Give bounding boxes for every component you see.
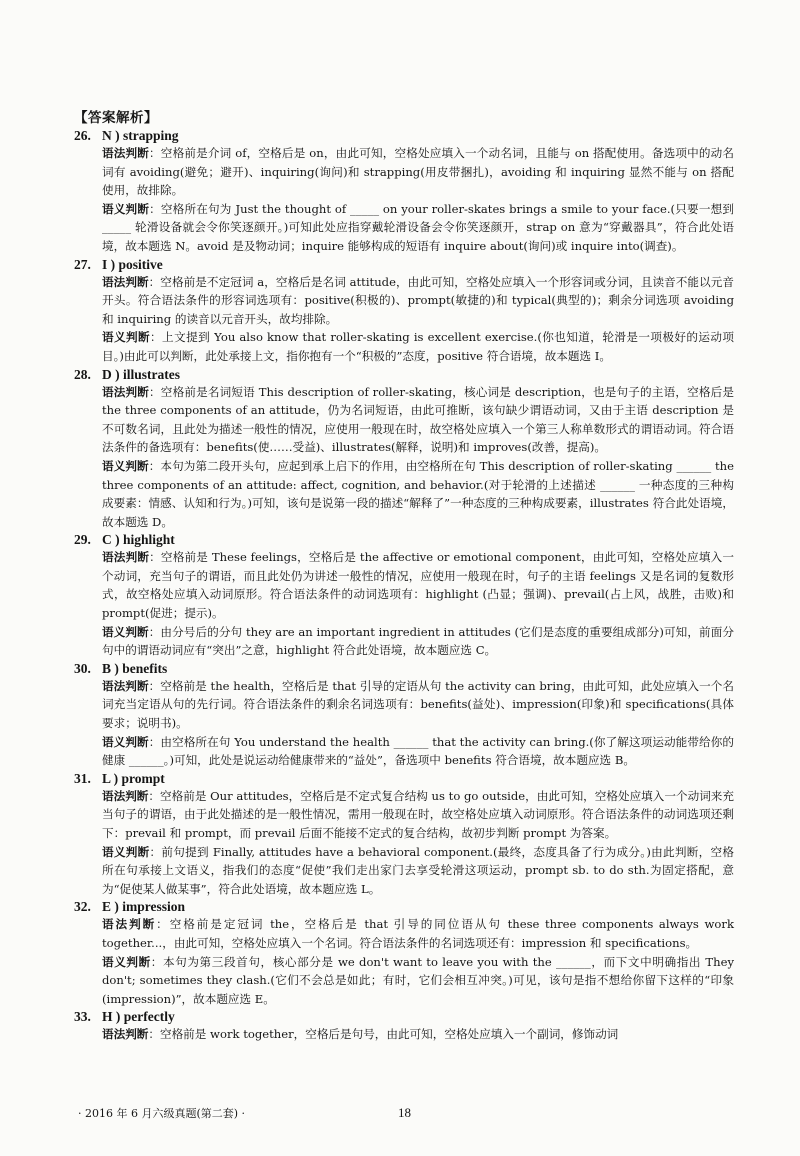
explanation-paragraph xyxy=(102,787,734,843)
answer-choice: D ) illustrates xyxy=(102,366,180,382)
question-number: 32. xyxy=(74,899,91,915)
judgment-text: ：由分号后的分句 they are an important ingredient in attitudes (它们是态度的重要组成部分)可知，前面分句中的谓语动词应有“突出”之意，highlight 符合此处语境，故本题应选 C。 xyxy=(102,624,734,658)
judgment-text: ：上文提到 You also know that roller-skating is excellent exercise.(你也知道，轮滑是一项极好的运动项目。)由此可以判断，此处承接上文，指你抱有一个“积极的”态度，positive 符合语境，故本题选 I。 xyxy=(102,330,734,363)
answer-choice: N ) strapping xyxy=(102,128,179,143)
answer-item xyxy=(74,771,734,899)
explanation-paragraph xyxy=(102,623,734,660)
answer-choice: I ) positive xyxy=(102,256,163,272)
judgment-text: ：空格前是 Our attitudes，空格后是不定式复合结构 us to go outside，由此可知，空格处应填入一个动词来充当句子的谓语，由于此处描述的是一般性情况，需用一般现在时，故空格处应填入动词原形。符合语法条件的动词选项还剩下：prevail 和 prompt，而 prevail 后面不能接不定式的复合结构，故初步判断 prompt 为答案。 xyxy=(102,788,734,840)
answer-choice: H ) perfectly xyxy=(102,1009,175,1025)
answer-choice: C ) highlight xyxy=(102,532,175,548)
answer-heading xyxy=(74,771,734,787)
explanation-paragraph xyxy=(102,953,734,1009)
question-number: 31. xyxy=(74,770,91,786)
judgment-label: 语法判断 xyxy=(102,1027,149,1042)
answer-explanation-page xyxy=(74,106,734,1044)
answer-item xyxy=(74,899,734,1008)
judgment-label: 语义判断 xyxy=(102,458,149,473)
answer-item xyxy=(74,257,734,366)
answer-item xyxy=(74,367,734,532)
judgment-label: 语法判断 xyxy=(102,678,149,693)
judgment-label: 语义判断 xyxy=(102,330,151,345)
explanation-paragraph xyxy=(102,548,734,622)
judgment-text: ：空格前是 the health，空格后是 that 引导的定语从句 the activity can bring，由此可知，此处应填入一个名词充当定语从句的先行词。符合语法条件的剩余名词选项有：benefits(益处)、impression(印象)和 specifications(具体要求；说明书)。 xyxy=(102,678,734,731)
page-number: 18 xyxy=(398,1105,411,1120)
section-title: 【答案解析】 xyxy=(74,110,158,126)
answer-heading xyxy=(74,1009,734,1025)
explanation-paragraph xyxy=(102,273,734,329)
judgment-label: 语义判断 xyxy=(102,624,149,639)
judgment-text: ：本句为第二段开头句，应起到承上启下的作用，由空格所在句 This description of roller-skating ______ the three components of an attitude: affect, cognition, and behavior.(对于轮滑的上述描述 ______ 一种态度的三种构成要素：情感、认知和行为。)可知，该句是说第一段的描述“解释了”一种态度的三种构成要素，illustrates 符合此处语境，故本题选 D。 xyxy=(102,458,734,529)
judgment-text: ：空格前是名词短语 This description of roller-skating，核心词是 description，也是句子的主语，空格后是 the three components of an attitude，仍为名词短语，由此可推断，该句缺少谓语动词，又由于主语 description 是不可数名词，且此处为描述一般性的情况，应使用一般现在时，故空格处应填入一个第三人称单数形式的谓语动词。符合语法条件的备选项有：benefits(使……受益)、illustrates(解释，说明)和 improves(改善，提高)。 xyxy=(102,384,734,455)
answer-items xyxy=(74,128,734,1044)
page-footer xyxy=(78,1105,718,1123)
explanation-paragraph xyxy=(102,733,734,770)
judgment-label: 语法判断 xyxy=(102,384,150,399)
answer-choice: B ) benefits xyxy=(102,660,168,676)
explanation-paragraph xyxy=(102,1025,734,1044)
judgment-text: ：本句为第三段首句，核心部分是 we don't want to leave you with the ______，而下文中明确指出 They don't; sometimes they clash.(它们不会总是如此；有时，它们会相互冲突。)可见，该句是指不想给你留下这样的“印象(impression)”，故本题应选 E。 xyxy=(102,954,734,1006)
question-number: 26. xyxy=(74,128,91,143)
judgment-text: ：空格前是定冠词 the，空格后是 that 引导的同位语从句 these three components always work together...，由此可知，空格处应填入一个名词。符合语法条件的名词选项还有：impression 和 specifications。 xyxy=(102,917,734,950)
explanation-paragraph xyxy=(102,200,734,256)
judgment-label: 语法判断 xyxy=(102,274,149,289)
answer-choice: L ) prompt xyxy=(102,770,165,786)
answer-heading xyxy=(74,661,734,677)
answer-item xyxy=(74,661,734,770)
judgment-label: 语法判断 xyxy=(102,917,157,932)
judgment-text: ：空格前是不定冠词 a，空格后是名词 attitude，由此可知，空格处应填入一个形容词或分词，且读音不能以元音开头。符合语法条件的形容词选项有：positive(积极的)、prompt(敏捷的)和 typical(典型的)；剩余分词选项 avoiding 和 inquiring 的读音以元音开头，故均排除。 xyxy=(102,274,734,326)
explanation-paragraph xyxy=(102,677,734,733)
judgment-label: 语义判断 xyxy=(102,734,149,749)
question-number: 28. xyxy=(74,366,91,382)
judgment-label: 语义判断 xyxy=(102,844,150,859)
judgment-label: 语义判断 xyxy=(102,201,150,216)
explanation-paragraph xyxy=(102,328,734,365)
judgment-label: 语法判断 xyxy=(102,550,150,565)
judgment-text: ：空格前是 work together，空格后是句号，由此可知，空格处应填入一个副词，修饰动词 xyxy=(148,1027,619,1042)
question-number: 29. xyxy=(74,532,91,548)
explanation-paragraph xyxy=(102,144,734,200)
judgment-label: 语法判断 xyxy=(102,788,149,803)
judgment-label: 语法判断 xyxy=(102,146,150,160)
judgment-text: ：空格所在句为 Just the thought of _____ on your roller-skates brings a smile to your face.(只要一想到 _____ 轮滑设备就会令你笑逐颜开。)可知此处应指穿戴轮滑设备会令你笑逐颜开，strap on 意为“穿戴器具”，符合此处语境，故本题选 N。avoid 是及物动词；inquire 能够构成的短语有 inquire about(询问)或 inquire into(调查)。 xyxy=(102,201,734,253)
question-number: 27. xyxy=(74,256,91,272)
judgment-text: ：由空格所在句 You understand the health ______ that the activity can bring.(你了解这项运动能带给你的健康 ______。)可知，此处是说运动给健康带来的“益处”，备选项中 benefits 符合语境，故本题应选 B。 xyxy=(102,734,734,768)
answer-choice: E ) impression xyxy=(102,899,186,915)
answer-heading xyxy=(74,367,734,383)
question-number: 33. xyxy=(74,1009,91,1025)
judgment-text: ：空格前是介词 of，空格后是 on，由此可知，空格处应填入一个动名词，且能与 on 搭配使用。备选项中的动名词有 avoiding(避免；避开)、inquiring(询问)和 strapping(用皮带捆扎)，avoiding 和 inquiring 显然不能与 on 搭配使用，故排除。 xyxy=(102,146,734,198)
question-number: 30. xyxy=(74,660,91,676)
answer-item xyxy=(74,532,734,660)
answer-heading xyxy=(74,257,734,273)
answer-item xyxy=(74,128,734,256)
explanation-paragraph xyxy=(102,915,734,952)
explanation-paragraph xyxy=(102,843,734,899)
judgment-label: 语义判断 xyxy=(102,954,151,969)
answer-heading xyxy=(74,532,734,548)
judgment-text: ：空格前是 These feelings，空格后是 the affective or emotional component，由此可知，空格处应填入一个动词，充当句子的谓语，而且此处仍为讲述一般性的情况，应使用一般现在时，句子的主语 feelings 又是名词的复数形式，故空格处应填入动词原形。符合语法条件的动词选项有：highlight (凸显；强调)、prevail(占上风，战胜，击败)和 prompt(促进；提示)。 xyxy=(102,550,734,621)
answer-heading xyxy=(74,899,734,915)
explanation-paragraph xyxy=(102,457,734,531)
answer-heading xyxy=(74,128,734,144)
judgment-text: ：前句提到 Finally, attitudes have a behavioral component.(最终，态度具备了行为成分。)由此判断，空格所在句承接上文语义，指我们的态度“促使”我们走出家门去享受轮滑这项运动，prompt sb. to do sth.为固定搭配，意为“促使某人做某事”，符合此处语境，故本题应选 L。 xyxy=(102,844,734,896)
exam-series-label: · 2016 年 6 月六级真题(第二套) · xyxy=(78,1107,246,1120)
explanation-paragraph xyxy=(102,383,734,457)
answer-item xyxy=(74,1009,734,1044)
